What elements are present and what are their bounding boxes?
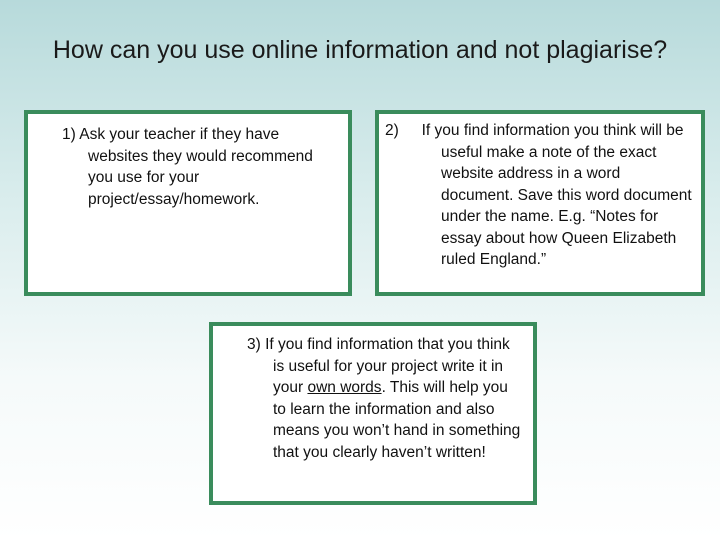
tip-3-paragraph [247,334,525,463]
tip-3-underlined-text: own words [307,379,382,396]
slide-title: How can you use online information and not plagiarise? [52,36,668,64]
tip-box-2 [375,110,705,296]
tip-box-1 [24,110,352,296]
tip-box-3 [209,322,537,505]
tip-2-text: If you find information you think will be useful make a note of the exact website address in a word document. Save this word document under the name. E.g. “Notes for essay about how Queen Elizabeth ruled England.” [421,122,692,268]
tip-3-text-before: 3) If you find information that you think is useful for your project write it in your [247,336,510,396]
tip-3-text-after: . This will help you to learn the information and also means you won’t hand in something that you clearly haven’t written! [273,379,521,461]
tip-1-text: 1) Ask your teacher if they have websites they would recommend you use for your project/essay/homework. [62,126,313,208]
tip-2-paragraph: 2) If you find information you think will be useful make a note of the exact website address in a word document. Save this word document under the name. E.g. “Notes for essay about how Queen Elizabeth ruled England.” [385,122,692,268]
